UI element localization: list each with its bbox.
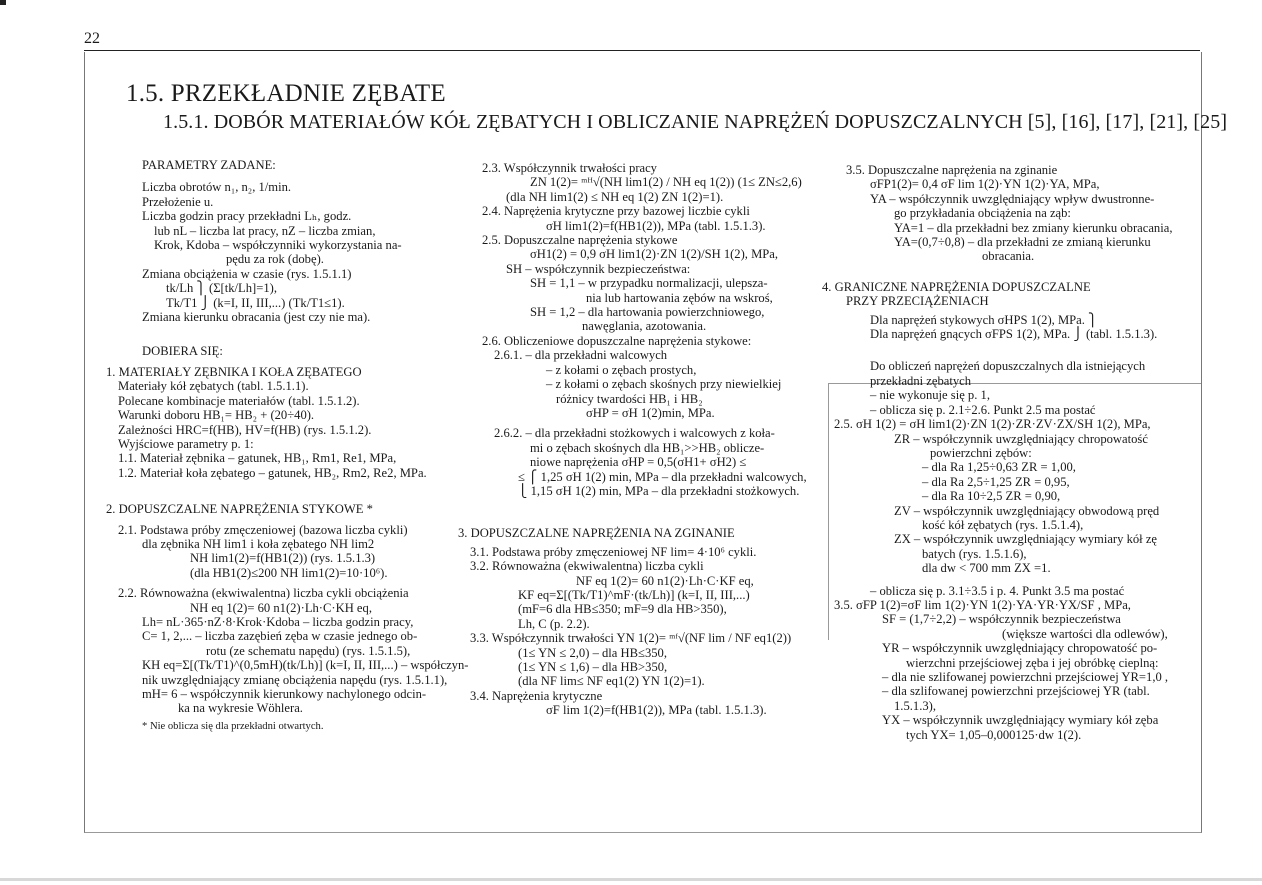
text-line: C= 1, 2,... – liczba zazębień zęba w czasie jednego ob-	[142, 629, 418, 644]
column-3	[822, 163, 1202, 742]
text-line: ≤ ⎧ 1,25 σH 1(2) min, MPa – dla przekładni walcowych,	[518, 469, 807, 484]
text-line: 2.4. Naprężenia krytyczne przy bazowej liczbie cykli	[482, 204, 750, 219]
text-line: 2.3. Współczynnik trwałości pracy	[482, 161, 657, 175]
text-line: ZV – współczynnik uwzględniający obwodową pręd	[894, 503, 1160, 518]
text-line: (1≤ YN ≤ 1,6) – dla HB>350,	[518, 660, 668, 674]
text-line: batych (rys. 1.5.1.6),	[922, 546, 1027, 561]
text-line: (dla NH lim1(2) ≤ NH eq 1(2) ZN 1(2)=1).	[506, 189, 724, 204]
text-line: Wyjściowe parametry p. 1:	[118, 436, 254, 451]
text-line: nia lub hartowania zębów na wskroś,	[586, 290, 773, 305]
text-line: PRZY PRZECIĄŻENIACH	[846, 294, 989, 309]
text-line: σF lim 1(2)=f(HB1(2)), MPa (tabl. 1.5.1.3).	[546, 703, 767, 718]
text-line: – oblicza się p. 2.1÷2.6. Punkt 2.5 ma postać	[870, 402, 1096, 417]
text-line: nik uwzględniający zmianę obciążenia napędu (rys. 1.5.1.1),	[142, 672, 448, 687]
text-line: rotu (ze schematu napędu) (rys. 1.5.1.5),	[206, 643, 411, 658]
page-number: 22	[84, 30, 100, 47]
text-line: SF = (1,7÷2,2) – współczynnik bezpieczeństwa	[882, 612, 1121, 627]
text-line: 2.6. Obliczeniowe dopuszczalne naprężenia stykowe:	[482, 333, 752, 348]
text-line: Lh, C (p. 2.2).	[518, 616, 590, 631]
text-line: dla zębnika NH lim1 i koła zębatego NH lim2	[142, 536, 375, 551]
text-line: Krok, Kdoba – współczynniki wykorzystania na-	[154, 238, 402, 253]
text-line: niowe naprężenia σHP = 0,5(σH1+ σH2) ≤	[530, 455, 747, 470]
text-line: YA=(0,7÷0,8) – dla przekładni ze zmianą kierunku	[894, 235, 1151, 250]
text-line: Tk/T1 ⎭ (k=I, II, III,...) (Tk/T1≤1).	[166, 295, 345, 310]
text-line: mi o zębach skośnych dla HB₁>>HB₂ oblicze-	[530, 440, 765, 455]
text-line: – dla nie szlifowanej powierzchni przejściowej YR=1,0 ,	[882, 670, 1169, 684]
text-line: nawęglania, azotowania.	[582, 319, 707, 334]
text-line: 2.2. Równoważna (ekwiwalentna) liczba cykli obciążenia	[118, 586, 409, 601]
text-line: KH eq=Σ[(Tk/T1)^(0,5mH)(tk/Lh)] (k=I, II, III,...) – współczyn-	[142, 658, 469, 673]
text-line: Polecane kombinacje materiałów (tabl. 1.5.1.2).	[118, 393, 360, 408]
text-line: tk/Lh ⎫ (Σ[tk/Lh]=1),	[166, 281, 277, 296]
header-rule	[84, 50, 1200, 51]
text-line: – dla Ra 2,5÷1,25 ZR = 0,95,	[922, 474, 1070, 489]
text-line: NF eq 1(2)= 60 n1(2)·Lh·C·KF eq,	[576, 573, 754, 588]
text-line: DOBIERA SIĘ:	[142, 344, 223, 359]
text-line: Zależności HRC=f(HB), HV=f(HB) (rys. 1.5.1.2).	[118, 422, 372, 437]
text-line: – dla Ra 1,25÷0,63 ZR = 1,00,	[922, 460, 1076, 475]
text-line: Dla naprężeń stykowych σHPS 1(2), MPa. ⎫	[870, 312, 1098, 327]
text-line: Przełożenie u.	[142, 194, 214, 209]
text-line: 3.5. σFP 1(2)=σF lim 1(2)·YN 1(2)·YA·YR·YX/SF , MPa,	[834, 597, 1131, 612]
text-line: – z kołami o zębach skośnych przy niewielkiej	[546, 377, 782, 392]
text-line: – oblicza się p. 3.1÷3.5 i p. 4. Punkt 3.5 ma postać	[870, 583, 1125, 598]
text-line: wierzchni przejściowej zęba i jej obróbkę cieplną:	[906, 655, 1159, 670]
text-line: 1.1. Materiał zębnika – gatunek, HB₁, Rm1, Re1, MPa,	[118, 451, 397, 466]
text-line: ⎩ 1,15 σH 1(2) min, MPa – dla przekładni stożkowych.	[518, 483, 800, 498]
text-line: SH = 1,2 – dla hartowania powierzchniowego,	[530, 305, 765, 320]
footnote: * Nie oblicza się dla przekładni otwartych.	[142, 720, 324, 732]
text-line: 2.5. σH 1(2) = σH lim1(2)·ZN 1(2)·ZR·ZV·ZX/SH 1(2), MPa,	[834, 417, 1151, 432]
text-line: tych YX= 1,05–0,000125·dw 1(2).	[906, 727, 1082, 742]
text-line: 2.1. Podstawa próby zmęczeniowej (bazowa liczba cykli)	[118, 522, 408, 537]
text-line: ZX – współczynnik uwzględniający wymiary kół zę	[894, 532, 1157, 547]
scan-bottom-edge	[0, 878, 1262, 881]
text-line: Lh= nL·365·nZ·8·Krok·Kdoba – liczba godzin pracy,	[142, 614, 414, 629]
text-line: 1.5.1.3),	[894, 698, 936, 713]
text-line: 3.4. Naprężenia krytyczne	[470, 688, 603, 703]
text-line: – z kołami o zębach prostych,	[546, 362, 697, 377]
column-2	[446, 161, 826, 718]
text-line: 2.5. Dopuszczalne naprężenia stykowe	[482, 233, 678, 248]
text-line: 3.2. Równoważna (ekwiwalentna) liczba cykli	[470, 559, 704, 574]
text-line: 3. DOPUSZCZALNE NAPRĘŻENIA NA ZGINANIE	[458, 526, 735, 541]
text-line: – dla szlifowanej powierzchni przejściowej YR (tabl.	[882, 684, 1150, 699]
text-line: Warunki doboru HB₁= HB₂ + (20÷40).	[118, 408, 315, 423]
text-line: Materiały kół zębatych (tabl. 1.5.1.1).	[118, 379, 309, 394]
text-line: NH eq 1(2)= 60 n1(2)·Lh·C·KH eq,	[190, 600, 372, 615]
text-line: 2.6.2. – dla przekładni stożkowych i walcowych z koła-	[494, 426, 775, 441]
text-line: Liczba godzin pracy przekładni Lₕ, godz.	[142, 209, 352, 224]
text-line: 3.5. Dopuszczalne naprężenia na zginanie	[846, 163, 1058, 177]
text-line: KF eq=Σ[(Tk/T1)^mF·(tk/Lh)] (k=I, II, III,...)	[518, 587, 750, 602]
text-line: NH lim1(2)=f(HB1(2)) (rys. 1.5.1.3)	[190, 551, 376, 566]
scan-corner-mark	[0, 0, 6, 5]
text-line: SH – współczynnik bezpieczeństwa:	[506, 261, 691, 276]
text-line: σFP1(2)= 0,4 σF lim 1(2)·YN 1(2)·YA, MPa,	[870, 177, 1100, 192]
text-line: (większe wartości dla odlewów),	[1002, 626, 1168, 641]
text-line: PARAMETRY ZADANE:	[142, 158, 276, 172]
section-title: 1.5. PRZEKŁADNIE ZĘBATE	[126, 80, 446, 107]
text-line: Zmiana kierunku obracania (jest czy nie ma).	[142, 310, 371, 325]
text-line: lub nL – liczba lat pracy, nZ – liczba zmian,	[154, 223, 376, 238]
text-line: obracania.	[982, 249, 1035, 264]
text-line: powierzchni zębów:	[930, 445, 1032, 460]
text-line: YX – współczynnik uwzględniający wymiary kół zęba	[882, 713, 1159, 728]
text-line: YA=1 – dla przekładni bez zmiany kierunku obracania,	[894, 220, 1173, 235]
text-line: różnicy twardości HB₁ i HB₂	[556, 391, 703, 406]
subsection-title: 1.5.1. DOBÓR MATERIAŁÓW KÓŁ ZĘBATYCH I OBLICZANIE NAPRĘŻEŃ DOPUSZCZALNYCH [5], [16], [17], [21], [25]	[163, 111, 1228, 133]
text-line: pędu za rok (dobę).	[226, 252, 324, 267]
text-line: (1≤ YN ≤ 2,0) – dla HB≤350,	[518, 645, 667, 660]
text-line: dla dw < 700 mm ZX =1.	[922, 561, 1051, 576]
text-line: σH lim1(2)=f(HB1(2)), MPa (tabl. 1.5.1.3).	[546, 218, 766, 233]
text-line: – dla Ra 10÷2,5 ZR = 0,90,	[922, 489, 1061, 504]
text-line: ZR – współczynnik uwzględniający chropowatość	[894, 431, 1148, 446]
text-line: 3.1. Podstawa próby zmęczeniowej NF lim= 4·10⁶ cykli.	[470, 544, 757, 559]
text-line: σHP = σH 1(2)min, MPa.	[586, 405, 715, 420]
text-line: YA – współczynnik uwzględniający wpływ dwustronne-	[870, 191, 1155, 206]
text-line: Dla naprężeń gnących σFPS 1(2), MPa. ⎭ (tabl. 1.5.1.3).	[870, 327, 1158, 342]
text-line: ka na wykresie Wöhlera.	[178, 701, 303, 716]
text-line: Liczba obrotów n₁, n₂, 1/min.	[142, 180, 292, 195]
text-line: kość kół zębatych (rys. 1.5.1.4),	[922, 517, 1084, 532]
text-line: – nie wykonuje się p. 1,	[870, 388, 990, 403]
text-line: go przykładania obciążenia na ząb:	[894, 206, 1071, 221]
text-line: 2.6.1. – dla przekładni walcowych	[494, 348, 668, 363]
text-line: σH1(2) = 0,9 σH lim1(2)·ZN 1(2)/SH 1(2), MPa,	[530, 247, 779, 262]
column-1	[106, 158, 469, 734]
text-line: 1.2. Materiał koła zębatego – gatunek, HB₂, Rm2, Re2, MPa.	[118, 465, 427, 480]
text-line: ZN 1(2)= ᵐᴴ√(NH lim1(2) / NH eq 1(2)) (1≤ ZN≤2,6)	[530, 175, 802, 190]
text-line: 3.3. Współczynnik trwałości YN 1(2)= ᵐᶠ√(NF lim / NF eq1(2))	[470, 631, 792, 646]
text-line: (mF=6 dla HB≤350; mF=9 dla HB>350),	[518, 602, 727, 617]
text-line: 4. GRANICZNE NAPRĘŻENIA DOPUSZCZALNE	[822, 279, 1091, 294]
text-line: (dla HB1(2)≤200 NH lim1(2)=10·10⁶).	[190, 565, 388, 580]
text-line: Zmiana obciążenia w czasie (rys. 1.5.1.1)	[142, 266, 352, 281]
text-line: SH = 1,1 – w przypadku normalizacji, ulepsza-	[530, 276, 768, 291]
text-line: (dla NF lim≤ NF eq1(2) YN 1(2)=1).	[518, 674, 705, 689]
text-line: 1. MATERIAŁY ZĘBNIKA I KOŁA ZĘBATEGO	[106, 364, 362, 379]
text-line: przekładni zębatych	[870, 373, 972, 388]
text-line: YR – współczynnik uwzględniający chropowatość po-	[882, 641, 1158, 656]
text-line: 2. DOPUSZCZALNE NAPRĘŻENIA STYKOWE *	[106, 502, 373, 517]
text-line: Do obliczeń naprężeń dopuszczalnych dla istniejących	[870, 359, 1146, 374]
text-line: mH= 6 – współczynnik kierunkowy nachylonego odcin-	[142, 687, 427, 701]
